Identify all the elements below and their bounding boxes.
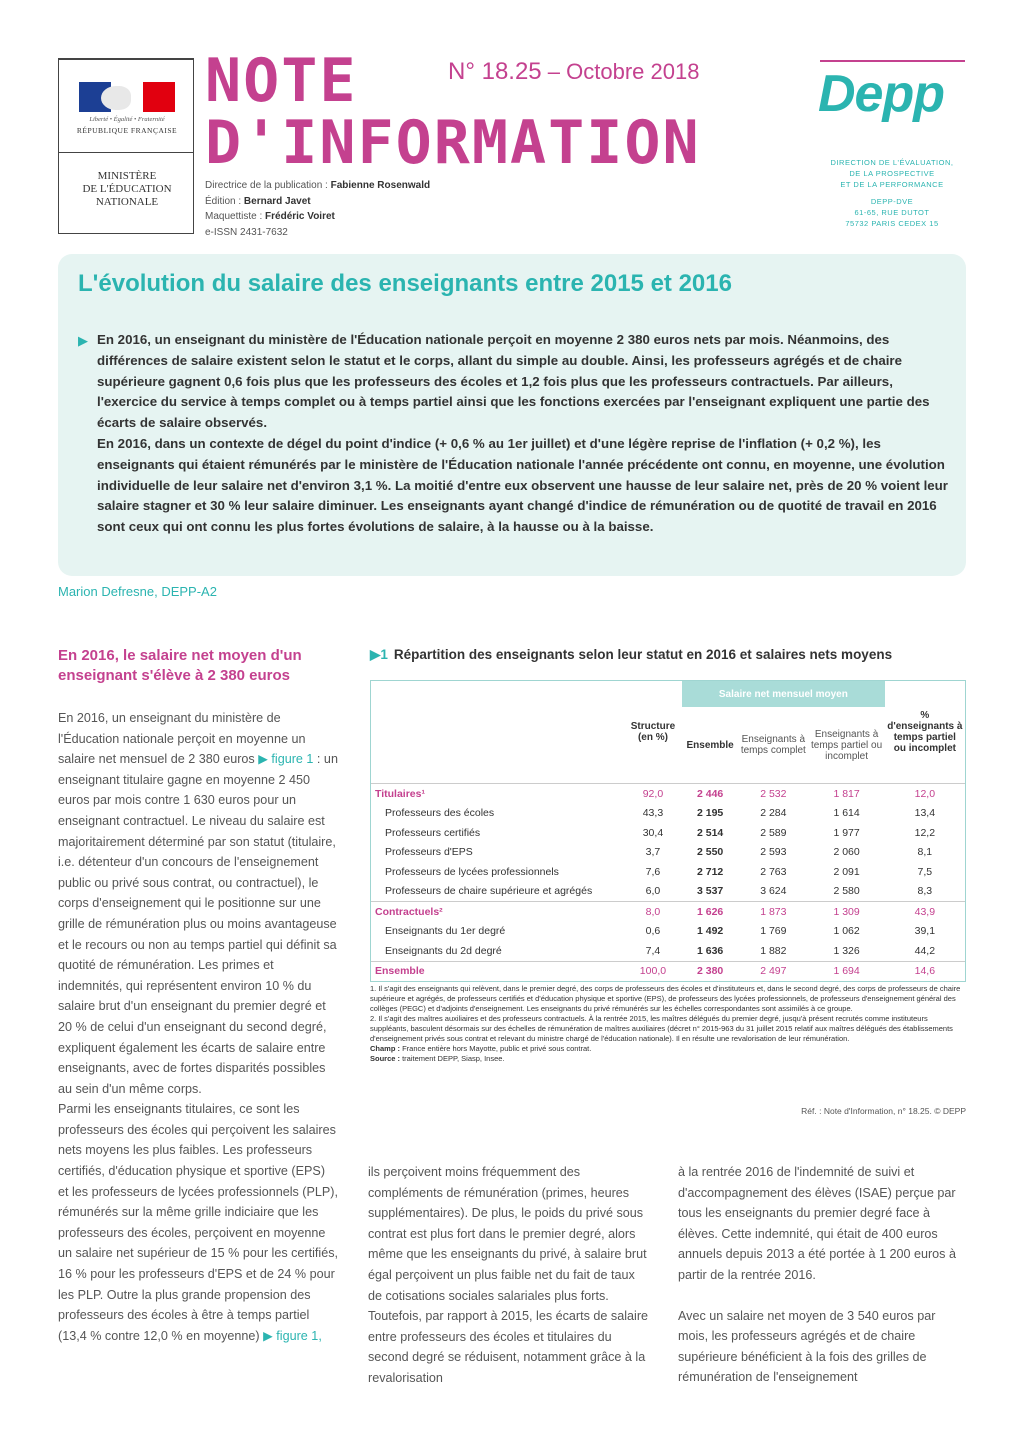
depp-address: DIRECTION DE L'ÉVALUATION, DE LA PROSPECTIVE ET DE LA PERFORMANCE DEPP-DVE 61-65, RUE DUTOT 75732 PARIS CEDEX 15	[830, 158, 954, 228]
cell-partiel: 1 817	[808, 784, 884, 804]
table-row	[371, 941, 965, 961]
cell-complet: 2 593	[760, 846, 787, 859]
cell-complet: 1 873	[738, 902, 808, 922]
cell-complet: 2 532	[738, 784, 808, 804]
cell-structure: 43,3	[642, 807, 664, 820]
cell-ensemble: 2 514	[696, 826, 724, 839]
cell-ensemble: 2 446	[682, 784, 738, 804]
table-row	[371, 843, 965, 863]
table-row	[371, 823, 965, 843]
issue-info	[448, 58, 699, 86]
cell-structure: 0,6	[645, 925, 661, 938]
cell-structure: 7,6	[645, 865, 661, 878]
summary-para-1: En 2016, un enseignant du ministère de l'Éducation nationale perçoit en moyenne 2 380 euros nets par mois. Néanmoins, des différences de salaire existent selon le statut et le corps, allant du simple au double. Ainsi, les professeurs agrégés et de chaire supérieure gagnent 0,6 fois plus que les professeurs des écoles et 1,2 fois plus que les professeurs contractuels. Par ailleurs, l'exercice du service à temps complet ou à temps partiel ainsi que les fonctions exercées par l'enseignant expliquent une partie des écarts de salaire observés.	[97, 332, 930, 431]
cell-ensemble: 2 195	[696, 807, 724, 820]
table-row	[371, 804, 965, 824]
summary-text	[97, 330, 949, 538]
marianne-flag-icon	[79, 82, 175, 112]
cell-label: Professeurs d'EPS	[385, 846, 473, 859]
cell-partiel: 1 694	[808, 961, 884, 981]
table-notes: 1. Il s'agit des enseignants qui relèvent, dans le premier degré, des corps de professeurs des écoles et d'instituteurs et, dans le second degré, des corps de professeurs de chaire supérieure et agrégés, de professeurs certifiés et d'éducation physique et sportive (EPS), de professeurs des lycées professionnels, de professeurs d'enseignement général des collèges (PEGC) et d'adjoints d'enseignement. Les enseignants du privé rémunérés sur les échelles correspondantes sont assimilés à ce groupe. 2. Il s'agit des maîtres auxiliaires et des professeurs contractuels. À la rentrée 2015, les maîtres délégués du premier degré, jusqu'à présent recrutés comme instituteurs suppléants, basculent désormais sur des échelles de rémunération de maîtres auxiliaires (décret n° 2015-963 du 31 juillet 2015 relatif aux maîtres délégués des établissements d'enseignement privés sous contrat et relevant du ministre chargé de l'éducation nationale). Il en résulte une revalorisation de leur rémunération. Champ : France entière hors Mayotte, public et privé sous contrat. Source : traitement DEPP, Siasp, Insee.	[370, 984, 961, 1063]
cell-structure: 92,0	[624, 784, 682, 804]
cell-pct: 12,2	[914, 826, 936, 839]
cell-partiel: 1 309	[808, 902, 884, 922]
left-column-text: En 2016, un enseignant du ministère de l'Éducation nationale perçoit en moyenne un salaire net mensuel de 2 380 euros ▶ figure 1 : un enseignant titulaire gagne en moyenne 2 450 euros par mois contre 1 630 euros pour un enseignant contractuel. Le niveau du salaire est majoritairement déterminé par son statut (titulaire, i.e. détenteur d'un concours de l'enseignement public ou privé sous contrat, ou contractuel), le corps d'enseignement qui le positionne sur une grille de rémunération plus ou moins avantageuse et le recours ou non au temps partiel qui définit sa quotité de rémunération. Les primes et indemnités, qui représentent environ 10 % du salaire brut d'un enseignant du premier degré et 20 % de celui d'un enseignant du second degré, expliquent également les écarts de salaire entre enseignants, avec de fortes disparités possibles au sein d'un même corps. Parmi les enseignants titulaires, ce sont les professeurs des écoles qui perçoivent les salaires nets moyens les plus faibles. Les professeurs certifiés, d'éducation physique et sportive (EPS) et les professeurs de lycées professionnels (PLP), rémunérés sur la même grille indiciaire que les professeurs des écoles, perçoivent en moyenne un salaire net supérieur de 15 % pour les certifiés, 16 % pour les professeurs d'EPS et de 24 % pour les PLP. Outre la plus grande propension des professeurs des écoles à être à temps partiel (13,4 % contre 12,0 % en moyenne) ▶ figure 1,	[58, 711, 339, 1343]
publication-title: NOTE D'INFORMATION	[205, 46, 701, 178]
figure-1-link[interactable]: ▶ figure 1,	[263, 1328, 322, 1343]
cell-complet: 3 624	[760, 885, 787, 898]
cell-complet: 2 589	[760, 826, 787, 839]
cell-partiel: 1 977	[833, 826, 860, 839]
cell-label: Enseignants du 2d degré	[385, 944, 502, 957]
arrow-icon: ▶	[370, 647, 381, 662]
cell-partiel: 2 580	[833, 885, 860, 898]
cell-structure: 6,0	[645, 885, 661, 898]
cell-ensemble: 1 492	[696, 925, 724, 938]
table-row	[371, 922, 965, 942]
credit-director: Directrice de la publication : Fabienne Rosenwald	[205, 180, 431, 191]
cell-pct: 44,2	[914, 944, 936, 957]
cell-structure: 8,0	[624, 902, 682, 922]
cell-ensemble: 2 712	[696, 865, 724, 878]
figure-title: ▶1 Répartition des enseignants selon leur statut en 2016 et salaires nets moyens	[370, 647, 893, 662]
cell-complet: 2 284	[760, 807, 787, 820]
cell-partiel: 1 062	[833, 925, 860, 938]
cell-pct: 7,5	[917, 865, 933, 878]
cell-pct: 13,4	[914, 807, 936, 820]
cell-partiel: 2 060	[833, 846, 860, 859]
depp-logo: Depp	[818, 65, 944, 123]
credit-layout: Maquettiste : Frédéric Voiret	[205, 211, 335, 222]
issue-number: N° 18.25	[448, 58, 542, 85]
author: Marion Defresne, DEPP-A2	[58, 584, 217, 599]
right-column-text: à la rentrée 2016 de l'indemnité de suivi et d'accompagnement des élèves (ISAE) perçue par tous les enseignants du premier degré face à élèves. Cette indemnité, qui était de 400 euros annuels depuis 2013 a été portée à 1 200 euros à partir de la rentrée 2016. Avec un salaire net moyen de 3 540 euros par mois, les professeurs agrégés et de chaire supérieure bénéficient à la fois des grilles de rémunération de l'enseignement	[678, 1165, 956, 1385]
cell-partiel: 1 614	[833, 807, 860, 820]
cell-pct: 14,6	[885, 961, 965, 981]
cell-ensemble: 3 537	[696, 885, 724, 898]
header-pct: % d'enseignants à temps partiel ou incomplet	[887, 710, 963, 754]
header-partiel: Enseignants à temps partiel ou incomplet	[811, 728, 883, 762]
cell-partiel: 1 326	[833, 944, 860, 957]
issue-date: – Octobre 2018	[547, 59, 700, 84]
cell-label: Professeurs de lycées professionnels	[385, 865, 559, 878]
arrow-icon: ▶	[78, 333, 88, 348]
table-row	[371, 961, 965, 981]
cell-complet: 1 769	[760, 925, 787, 938]
cell-ensemble: 2 380	[682, 961, 738, 981]
motto: Liberté • Égalité • Fraternité	[89, 116, 165, 123]
cell-structure: 7,4	[645, 944, 661, 957]
cell-label: Contractuels²	[371, 902, 624, 922]
cell-pct: 39,1	[914, 925, 936, 938]
header-ensemble: Ensemble	[686, 739, 734, 751]
summary-title: L'évolution du salaire des enseignants entre 2015 et 2016	[78, 270, 732, 297]
cell-complet: 2 763	[760, 865, 787, 878]
credit-edition: Édition : Bernard Javet	[205, 195, 311, 207]
cell-ensemble: 2 550	[696, 846, 724, 859]
cell-partiel: 2 091	[833, 865, 860, 878]
cell-label: Enseignants du 1er degré	[385, 925, 506, 938]
figure-reference: Réf. : Note d'Information, n° 18.25. © DEPP	[801, 1106, 966, 1116]
ministry-logo	[58, 58, 194, 234]
salary-table	[370, 680, 966, 982]
cell-ensemble: 1 626	[682, 902, 738, 922]
cell-structure: 30,4	[642, 826, 664, 839]
table-row	[371, 882, 965, 902]
credit-issn: e-ISSN 2431-7632	[205, 226, 288, 238]
table-row	[371, 902, 965, 922]
header-structure: Structure (en %)	[630, 721, 676, 743]
header-salary-group: Salaire net mensuel moyen	[682, 681, 885, 707]
cell-label: Professeurs des écoles	[385, 807, 495, 820]
section-title: En 2016, le salaire net moyen d'un enseignant s'élève à 2 380 euros	[58, 647, 302, 684]
cell-pct: 12,0	[885, 784, 965, 804]
cell-structure: 3,7	[645, 846, 661, 859]
cell-ensemble: 1 636	[696, 944, 724, 957]
header-complet: Enseignants à temps complet	[740, 734, 806, 756]
cell-pct: 43,9	[885, 902, 965, 922]
summary-para-2: En 2016, dans un contexte de dégel du point d'indice (+ 0,6 % au 1er juillet) et d'une légère reprise de l'inflation (+ 0,2 %), les enseignants qui étaient rémunérés par le ministère de l'Éducation nationale l'année précédente ont connu, en moyenne, une évolution individuelle de leur salaire net d'environ 3,1 %. La moitié d'entre eux observent une hausse de leur salaire net, près de 20 % voient leur salaire stagner et 30 % leur salaire diminuer. Les enseignants ayant changé d'indice de rémunération ou de quotité de travail en 2016 sont ceux qui ont connu les plus fortes évolutions de salaire, à la hausse ou à la baisse.	[97, 435, 948, 535]
cell-complet: 1 882	[760, 944, 787, 957]
table-row	[371, 784, 965, 804]
cell-label: Titulaires¹	[371, 784, 624, 804]
cell-label: Ensemble	[371, 961, 624, 981]
ministry-name: MINISTÈRE DE L'ÉDUCATION NATIONALE	[82, 170, 172, 208]
cell-complet: 2 497	[738, 961, 808, 981]
cell-label: Professeurs certifiés	[385, 826, 481, 839]
cell-label: Professeurs de chaire supérieure et agrégés	[385, 885, 593, 898]
middle-column-text: ils perçoivent moins fréquemment des compléments de rémunération (primes, heures supplémentaires). De plus, le poids du privé sous contrat est plus fort dans le premier degré, alors même que les enseignants du privé, à salaire brut égal perçoivent un plus faible net du fait de taux de cotisations sociales salariales plus forts. Toutefois, par rapport à 2015, les écarts de salaire entre professeurs des écoles et titulaires du second degré se réduisent, notamment grâce à la revalorisation	[368, 1165, 649, 1385]
credits	[205, 178, 430, 240]
republic-label: RÉPUBLIQUE FRANÇAISE	[76, 126, 178, 135]
table-row	[371, 862, 965, 882]
figure-1-link[interactable]: ▶ figure 1	[258, 752, 314, 767]
cell-structure: 100,0	[624, 961, 682, 981]
cell-pct: 8,3	[917, 885, 933, 898]
cell-pct: 8,1	[917, 846, 933, 859]
